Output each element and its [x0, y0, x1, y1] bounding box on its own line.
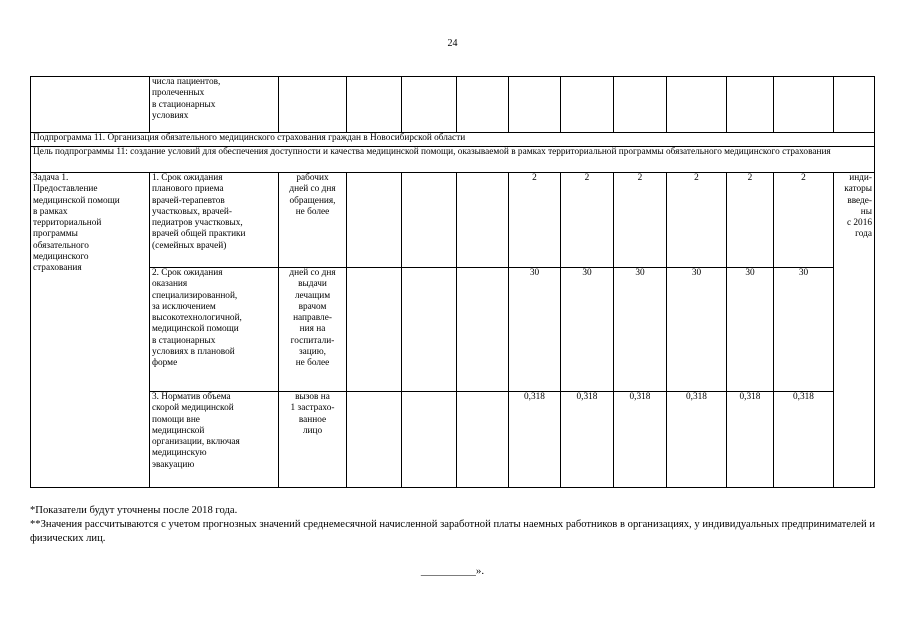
table-cell: [561, 77, 614, 133]
notes-cell: инди- каторы введе- ны с 2016 года: [834, 173, 875, 488]
value-cell: 30: [774, 268, 834, 392]
table-cell: [347, 173, 402, 268]
value-cell: 0,318: [509, 392, 561, 488]
value-cell: 0,318: [774, 392, 834, 488]
value-cell: 30: [614, 268, 667, 392]
value-cell: 30: [667, 268, 727, 392]
value-cell: 2: [561, 173, 614, 268]
indicator-unit-cell: рабочих дней со дня обращения, не более: [279, 173, 347, 268]
indicator-name-cell: числа пациентов, пролеченных в стационарных условиях: [150, 77, 279, 133]
table-cell: [402, 77, 457, 133]
table-cell: [402, 392, 457, 488]
table-cell: [667, 77, 727, 133]
closing-line: __________».: [420, 565, 485, 577]
value-cell: 2: [727, 173, 774, 268]
table-cell: [509, 77, 561, 133]
table-row: [31, 392, 875, 488]
page-number: 24: [447, 38, 458, 49]
footnote: *Показатели будут уточнены после 2018 года.: [30, 505, 238, 516]
table-cell: [457, 173, 509, 268]
table-cell: [402, 268, 457, 392]
table-cell: [614, 77, 667, 133]
task-cell: Задача 1. Предоставление медицинской помощи в рамках территориальной программы обязательного медицинского страхования: [31, 173, 150, 488]
table-cell: [834, 77, 875, 133]
value-cell: 30: [727, 268, 774, 392]
table-cell: [279, 77, 347, 133]
subprogram-heading: Подпрограмма 11. Организация обязательного медицинского страхования граждан в Новосибирской области: [31, 133, 875, 147]
value-cell: 0,318: [727, 392, 774, 488]
table-row: [31, 133, 875, 147]
table-row: [31, 147, 875, 173]
table-cell: [457, 268, 509, 392]
value-cell: 0,318: [561, 392, 614, 488]
table-cell: [347, 77, 402, 133]
value-cell: 2: [614, 173, 667, 268]
value-cell: 2: [509, 173, 561, 268]
table-cell: [31, 77, 150, 133]
table-cell: [727, 77, 774, 133]
table-row: [31, 268, 875, 392]
footnote: **Значения рассчитываются с учетом прогнозных значений среднемесячной начисленной заработной платы наемных работников в организациях, у индивидуальных предпринимателей и физических лиц.: [30, 519, 875, 544]
table-cell: [774, 77, 834, 133]
table-cell: [347, 268, 402, 392]
value-cell: 30: [509, 268, 561, 392]
value-cell: 30: [561, 268, 614, 392]
table-cell: [402, 173, 457, 268]
indicators-table: [30, 76, 875, 488]
table-row: [31, 173, 875, 268]
indicator-unit-cell: вызов на 1 застрахо- ванное лицо: [279, 392, 347, 488]
indicator-unit-cell: дней со дня выдачи лечащим врачом направле- ния на госпитали- зацию, не более: [279, 268, 347, 392]
table-cell: [347, 392, 402, 488]
value-cell: 2: [774, 173, 834, 268]
table-cell: [457, 392, 509, 488]
value-cell: 0,318: [667, 392, 727, 488]
subprogram-goal: Цель подпрограммы 11: создание условий для обеспечения доступности и качества медицинской помощи, оказываемой в рамках территориальной программы обязательного медицинского страхования: [31, 147, 875, 173]
value-cell: 2: [667, 173, 727, 268]
table-row: [31, 77, 875, 133]
indicator-name-cell: 2. Срок ожидания оказания специализированной, за исключением высокотехнологичной, медицинской помощи в стационарных условиях в плановой форме: [150, 268, 279, 392]
indicator-name-cell: 1. Срок ожидания планового приема врачей-терапевтов участковых, врачей- педиатров участковых, врачей общей практики (семейных врачей): [150, 173, 279, 268]
value-cell: 0,318: [614, 392, 667, 488]
indicator-name-cell: 3. Норматив объема скорой медицинской помощи вне медицинской организации, включая медицинскую эвакуацию: [150, 392, 279, 488]
table-cell: [457, 77, 509, 133]
